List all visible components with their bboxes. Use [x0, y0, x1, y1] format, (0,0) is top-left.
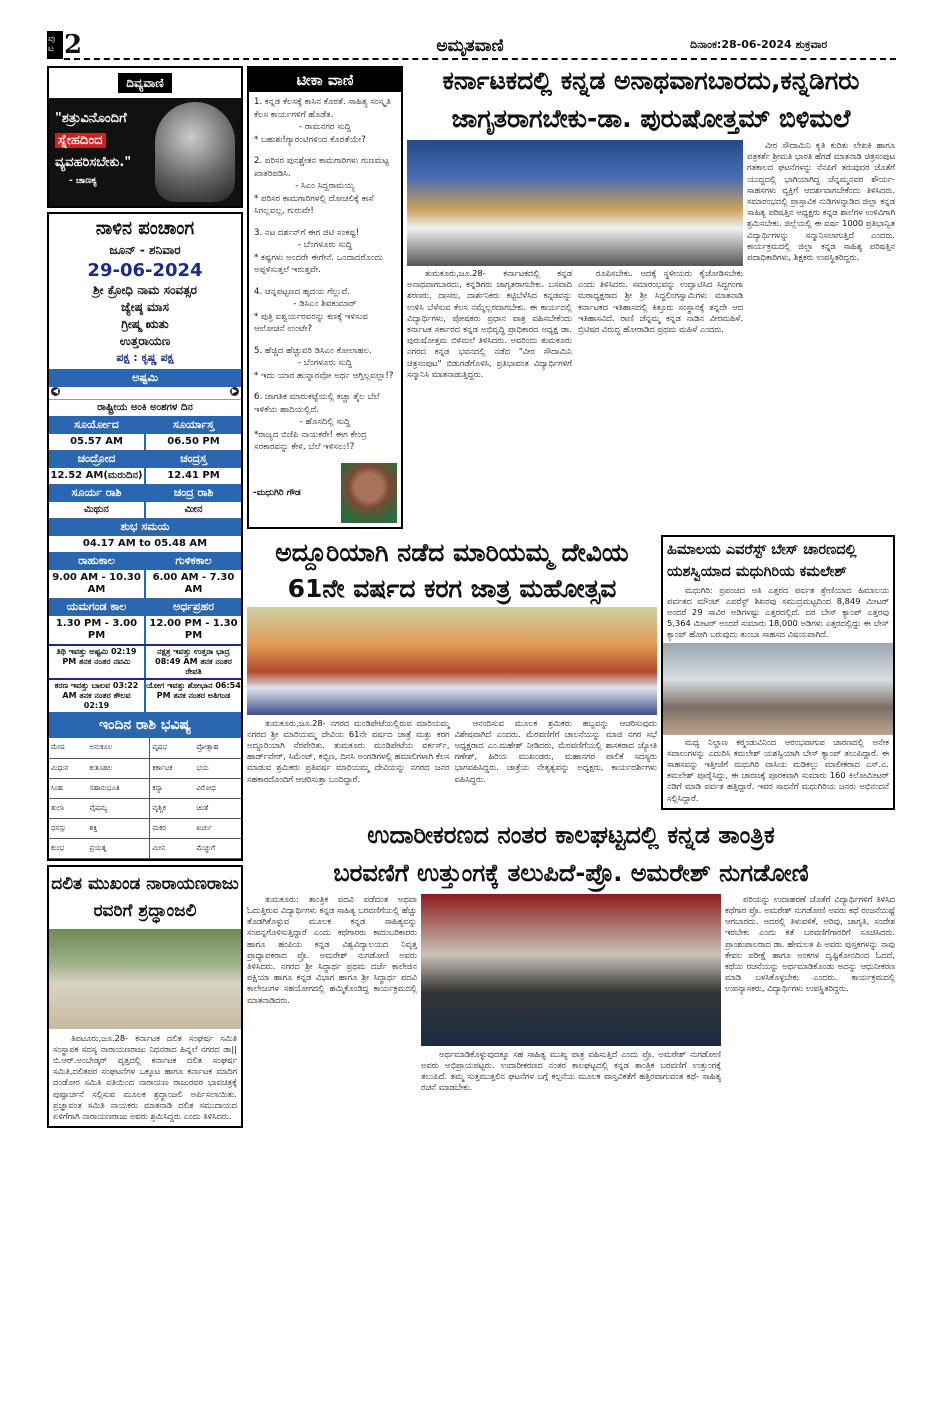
prev-icon[interactable]: ◀: [52, 387, 59, 395]
quote-highlight: ಸ್ನೇಹದಿಂದ: [55, 133, 106, 148]
panchang-day: ಜೂನ್ - ಶನಿವಾರ: [109, 243, 181, 257]
headline-line: ಜಾಗೃತರಾಗಬೇಕು-ಡಾ. ಪುರುಷೋತ್ತಮ್ ಬಿಳಿಮಲೆ: [451, 104, 851, 133]
jathre-col-1: [247, 718, 450, 785]
label: ಸೂರ್ಯಾಸ್ತ: [144, 418, 241, 432]
quote-author: - ಚಾಣಕ್ಯ: [69, 176, 97, 186]
quote: [49, 98, 161, 198]
chandra-rashi: ಮೀನ: [144, 502, 241, 518]
headline-line: ಯಶಸ್ವಿಯಾದ ಮಧುಗಿರಿಯ ಕಮಲೇಶ್: [667, 563, 847, 580]
rashi-prediction: ಚಿಂತೆ: [194, 798, 241, 818]
sunrise: 05.57 AM: [70, 436, 123, 447]
headline-line: ಉದಾರೀಕರಣದ ನಂತರ ಕಾಲಘಟ್ಟದಲ್ಲಿ ಕನ್ನಡ ತಾಂತ್ರಿಕ: [367, 820, 775, 849]
rashi-prediction: ಅನುಕೂಲ: [87, 738, 149, 758]
ritu: ಗ್ರೀಷ್ಮ ಋತು: [121, 317, 169, 331]
rashi-name: ಮೇಷ: [49, 738, 87, 758]
panchang-date: 29-06-2024: [87, 260, 203, 281]
article-body: [663, 737, 893, 808]
left-column: [47, 66, 243, 1128]
label: ಚಂದ್ರೋದ: [77, 452, 116, 465]
yoga: ಯೋಗ ಇವತ್ತು ಶೋಭಾನ 06:54 PM ತನಕ ನಂತರ ಅತಿಗಂಡ: [144, 680, 241, 712]
teeka-source: - ರಾಮನಗರ ಸುದ್ದಿ: [299, 122, 351, 132]
teeka-vaani-box: [247, 66, 403, 529]
himalaya-article: [661, 535, 895, 810]
rashi-prediction: ಪ್ರಯತ್ನ: [87, 838, 149, 858]
paragraph: ತುಮಕೂರು,ಜೂ.28- ನಗರದ ಮಂಡಿಪೇಟೆಯಲ್ಲಿರುವ ಮಾರಿಯಮ್ಮ ನಗರದ ಶ್ರೀ ಮಾರಿಯಮ್ಮ ದೇವಿಯ 61ನೇ ವರ್ಷದ ಜಾತ್ರೆ ಮತ್ತು ಕರಗ ಅದ್ದೂರಿಯಾಗಿ ನೆರವೇರಿತು. ತುಮಕೂರು ಮಂಡಿಪೇಟೆಯ ವರ್ಕರ್ಸ್, ಹಾರ್ಡ್‌ವೇರ್, ಸಿಮೆಂಟ್, ಕಬ್ಬಿಣ, ದಿನಸಿ ಅಂಗಡಿಗಳಲ್ಲಿ ಹಮಾಲಿಗಳಾಗಿ ಕೆಲಸ ಮಾಡುವ ಶ್ರಮಿಕರು ಪ್ರತಿವರ್ಷ ಮಾರಿಯಮ್ಮ ದೇವಿಯನ್ನು ನಗರದ ಜನರ ಸಹಕಾರದೊಂದಿಗೆ ಆಚರಿಸುತ್ತಾ ಬಂದಿದ್ದಾರೆ.: [247, 717, 450, 784]
karana: ಕರಣ ಇವತ್ತು ಬಾಲವ 03:22 AM ತನಕ ನಂತರ ಕೌಲವ 02:19: [54, 681, 139, 710]
label: ಸೂರ್ಯ ರಾಶಿ: [71, 486, 122, 499]
columnist: -ಮಧುಗಿರಿ ಗೌಡ: [253, 487, 301, 498]
label: ಚಂದ್ರ ರಾಶಿ: [144, 486, 241, 500]
quote-line: ವ್ಯವಹರಿಸಬೇಕು.": [55, 155, 132, 170]
rashi-name: ವೃಷಭ: [150, 738, 194, 758]
ayana: ಉತ್ತರಾಯಣ: [119, 334, 171, 348]
teeka-text: 3. ನಟ ದರ್ಶನ್‌ಗೆ ಈಗ ಜಿಟಿ ಸಂಕಷ್ಟ!: [254, 227, 360, 238]
rashi-row: [49, 738, 241, 758]
quote-line: "ಶತ್ರುವಿನೊಂದಿಗೆ: [55, 111, 127, 126]
paragraph: ತುಮಕೂರು: ತಾಂತ್ರಿಕ ಪದವಿ ಪಡೆದಂತ ಅಥವಾ ಓದುತ್ತಿರುವ ವಿದ್ಯಾರ್ಥಿಗಳು ಕನ್ನಡ ಸಾಹಿತ್ಯ ಬರವಣಿಗೆಯಲ್ಲಿ ಹೆಚ್ಚು ತೊಡಗಿಕೊಳ್ಳುವ ಮೂಲಕ ಕನ್ನಡ ಸಾಹಿತ್ಯವನ್ನು ಸಂಪನ್ನಗೊಳಿಸುತ್ತಿದ್ದಾರೆ ಎಂದು ಕಥೆಗಾರರು ಕಾದಂಬರಿಕಾರರು ಹಾಗೂ ಹಂಪಿಯ ಕನ್ನಡ ವಿಶ್ವವಿದ್ಯಾಲಯದ ನಿವೃತ್ತ ಪ್ರಾಧ್ಯಾಪಕರಾದ ಪ್ರೊ. ಅಮರೇಶ್ ನುಗಡೋಣಿ ಅವರು ತಿಳಿಸಿದರು. ನಗರದ ಶ್ರೀ ಸಿದ್ಧಾರ್ಥ ಪ್ರಥಮ ದರ್ಜೆ ಕಾಲೇಜಿನ ಪಕ್ಷಿಯಾ ಹಾಗೂ ಕನ್ನಡ ವಿಭಾಗ ಹಾಗೂ ಶ್ರೀ ಸಿದ್ಧಾರ್ಥ ಪದವಿ ಕಾಲೇಜುಗಳ ಸಹಯೋಗದಲ್ಲಿ ಹಮ್ಮಿಕೊಂಡಿದ್ದ ಕಾರ್ಯಕ್ರಮದಲ್ಲಿ ಮಾತನಾಡಿದರು.: [247, 893, 417, 1005]
label: ಸೂರ್ಯೋದ: [74, 418, 119, 431]
next-icon[interactable]: ▶: [231, 387, 238, 395]
teeka-comment: *ರಾಜ್ಯದ ಬಿಜೆಪಿ ನಾಯಕರೇ! ಈಗ ಕೇಂದ್ರ ಸರಕಾರವನ್ನು ಕೇಳಿ, ಬೆಲೆ ಇಳಿಸಲು!?: [254, 429, 367, 452]
lead-article: [407, 62, 895, 380]
paragraph: ಪರಿಯನ್ನು ಉದಾಹರಣೆ ಜೊತೆಗೆ ವಿದ್ಯಾರ್ಥಿಗಳಿಗೆ ತಿಳಿಸಿದ ಕಥೆಗಾರ ಪ್ರೊ. ಅಮರೇಶ್ ನುಗಡೋಣಿ ಅವರು ಕಥೆ ರಂಜನೆಯಷ್ಟೆ ಆಗಬಾರದು. ಅದರಲ್ಲಿ ತಿಳುವಳಿಕೆ, ಅರಿವು, ಜಾಗೃತಿ, ಸಂದೇಶ ಇರಬೇಕು ಎಂದು ಕತೆ ಬರವಣಿಗೆಗಾರರಿಗೆ ಸೂಚಿಸಿದರು. ಪ್ರಾಂಶುಪಾಲರಾದ ಡಾ. ಹೇಮಲತ ಪಿ ಅವರು ಪುಸ್ತಕಗಳನ್ನು ನಾವು ಕೇವಲ ಪರೀಕ್ಷೆ ಹಾಗೂ ಅಂಕಗಳ ದೃಷ್ಟಿಕೋನದಿಂದ ಓದದೆ, ಕಥೆಯ ರಚನೆಯನ್ನು ಅರ್ಥಮಾಡಿಕೊಂಡು ಅದನ್ನು ಆಧುನೀಕರಣ ಮಾಡಿ ಬಳಸಿಕೊಳ್ಳಬೇಕು ಎಂದರು. ಕಾರ್ಯಕ್ರಮದಲ್ಲಿ ಉಪನ್ಯಾಸಕರು, ವಿದ್ಯಾರ್ಥಿಗಳು ಉಪಸ್ಥಿತರಿದ್ದರು.: [725, 893, 895, 994]
panchang-title: ನಾಳಿನ ಪಂಚಾಂಗ: [95, 218, 195, 239]
label: ಅರ್ಧಪ್ರಹರ: [144, 600, 241, 614]
headline: ದಲಿತ ಮುಖಂಡ ನಾರಾಯಣರಾಜು ರವರಿಗೆ ಶ್ರದ್ಧಾಂಜಲಿ: [51, 873, 239, 921]
teeka-text: 2. ಪರಿಸರ ಪುನಶ್ಚೇತನ ಕಾಮಗಾರಿಗಳು ಗುಣಮಟ್ಟ ಖಾತರಿಪಡಿಸಿ.: [254, 156, 389, 179]
teeka-item: [249, 223, 401, 282]
right-area: [247, 62, 895, 1094]
lead-col-1: [407, 268, 572, 380]
bottom-article: [247, 816, 895, 1094]
rashi-prediction: ವಿರೋಧ: [194, 778, 241, 798]
rashi-name: ಕರ್ಕಾಟಕ: [150, 758, 194, 778]
teeka-item: [249, 387, 401, 459]
paragraph: ರೂಪಿಸಬೇಕು. ಅದಕ್ಕೆ ಸ್ಥಳೀಯರು ಕೈಜೋಡಿಸಬೇಕು ಎಂದು ತಿಳಿಸಿದರು. ಸಮಾರಂಭವನ್ನು ಉದ್ಘಾಟಿಸಿದ ಸಿದ್ಧಗಂಗಾ ಮಠಾಧ್ಯಕ್ಷರಾದ ಶ್ರೀ ಶ್ರೀ ಸಿದ್ಧಲಿಂಗಸ್ವಾಮಿಗಳು ಮಾತನಾಡಿ ಕರ್ನಾಟಕದ ಇತಿಹಾಸದಲ್ಲಿ ಕಿತ್ತೂರು ಸಂಸ್ಥಾನಕ್ಕೆ ತನ್ನದೇ ಆದ ಇತಿಹಾಸವಿದೆ. ರಾಣಿ ಚೆನ್ನಮ್ಮ ಕನ್ನಡ ನಾಡಿನ ವೀರಮಹಿಳೆ. ಬ್ರಿಟಿಷರ ವಿರುದ್ಧ ಹೋರಾಡಿದ ಪ್ರಥಮ ಮಹಿಳೆ ಎಂದರು.: [578, 268, 743, 335]
sunset: 06.50 PM: [144, 434, 241, 450]
rashi-name: ಸಿಂಹ: [49, 778, 87, 798]
rashi-prediction: ಭಯ: [194, 758, 241, 778]
label: ಗುಳಿಕಕಾಲ: [144, 554, 241, 568]
issue-date: ದಿನಾಂಕ:28-06-2024 ಶುಕ್ರವಾರ: [690, 38, 828, 51]
lead-col-2: [578, 268, 743, 335]
teeka-text: 5. ಹೆಚ್ಚಿದ ಹೆಚ್ಚುವರಿ ಡಿಸಿಎಂ ಕೋಲಾಹಲ.: [254, 345, 372, 356]
teeka-comment: * ಕಷ್ಟಗಳು ಅಂದರೇ ಈಗೇನೆ. ಒಂದಾದರೊಂದು ಅಪ್ಪಳಿಸುತ್ತಲೆ ಇರುತ್ತವೇ.: [254, 252, 383, 275]
rahukala: 9.00 AM - 10.30 AM: [52, 572, 141, 595]
rashi-prediction: ಶಕ್ತಿ: [87, 818, 149, 838]
teeka-source: - ಬೆಂಗಳೂರು ಸುದ್ದಿ: [297, 358, 353, 368]
rashi-prediction: ಮೆಚ್ಚುಗೆ: [194, 838, 241, 858]
special-day: ರಾಷ್ಟ್ರೀಯ ಅಂಕಿ ಅಂಶಗಳ ದಿನ: [49, 399, 241, 416]
paragraph: ಮಧ್ಯ ನಿಲ್ದಾಣ ಕಠ್ಮಂಡುವಿನಿಂದ ಆರಂಭವಾಗುವ ಚಾರಣದಲ್ಲಿ ಅನೇಕ ಸವಾಲುಗಳನ್ನು ಎದುರಿಸಿ ಕಮಲೇಶ್ ಯಶಸ್ವಿಯಾಗಿ ಬೇಸ್ ಕ್ಯಾಂಪ್ ತಲುಪಿದ್ದಾರೆ. ಈ ಸಾಹಸವನ್ನು ಇತ್ತೀಚೆಗೆ ಮಧುಗಿರಿ ವಾಸಿಯ ಮಡಿಕಲ್ಲು ಮಾಲೀಕರಾದ ಎಸ್.ಎ. ಕಮಲೇಶ್ ಪೂರೈಸಿದ್ದು, ಈ ಚಾರಣಕ್ಕೆ ಪೂರಕವಾಗಿ ಸುಮಾರು 160 ಕಿಲೋಮೀಟರ್ ನಡಿಗೆ ಮಾಡಿ ಪರ್ವತ ಹತ್ತಿದ್ದಾರೆ. ಇವರ ಸಾಧನೆಗೆ ಮಧುಗಿರಿಯ ಜನರು ಅಭಿನಂದನೆ ಸಲ್ಲಿಸಿದ್ದಾರೆ.: [667, 736, 889, 803]
rashi-name: ಮಿಥುನ: [49, 758, 87, 778]
teeka-source: - ಡಿಸಿಎಂ ಶಿವಕುಮಾರ್: [293, 299, 357, 309]
label: ಚಂದ್ರಸ್ತ: [144, 452, 241, 466]
label: ರಾಹುಕಾಲ: [78, 554, 115, 567]
jathre-headline: [247, 535, 657, 607]
divyavani-title: ದಿವ್ಯವಾಣಿ: [118, 73, 172, 93]
columnist-photo: [341, 463, 397, 523]
teeka-comment: * ಇದು ಯಾರ ಹುನ್ನಾರವೋ ಅರ್ಥ ಆಗ್ತಿಲ್ಲವಲ್ಲಾ!?: [254, 370, 394, 381]
article-body: [663, 585, 893, 641]
paragraph: ಆನಂದಿಸುವ ಮೂಲಕ ಶ್ರಮಿಕರು ಹಬ್ಬವನ್ನು ಆಚರಿಸುವುದು ವಿಶೇಷವಾಗಿದೆ ಎಂದರು. ಮೆರವಣಿಗೆಗೆ ಚಾಲನೆಯನ್ನು ಮಾಜಿ ನಗರ ಸಭೆ ಅಧ್ಯಕ್ಷರಾದ ಎಂ.ಮಹೇಶ್ ನೀಡಿದರು, ಮೆರವಣಿಗೆಯಲ್ಲಿ ಶಾಸಕರಾದ ಜ್ಯೋತಿ ಗಣೇಶ್, ಹಿರಿಯ ಮುಖಂಡರು, ಮಹಾನಗರ ಪಾಲಿಕೆ ಸದಸ್ಯರು ಭಾಗವಹಿಸಿದ್ದರು. ಜಾತ್ರೆಯ ನೇತೃತ್ವವನ್ನು ಅಧ್ಯಕ್ಷರು, ಕಾರ್ಯದರ್ಶಿಗಳು ವಹಿಸಿದ್ದರು.: [454, 717, 657, 784]
bottom-col-3: [725, 894, 895, 995]
headline: [663, 537, 893, 585]
headline-line: ಬರವಣಿಗೆ ಉತ್ತುಂಗಕ್ಕೆ ತಲುಪಿದೆ-ಪ್ರೊ. ಅಮರೇಶ್ ನುಗಡೋಣಿ: [333, 858, 809, 887]
chanakya-portrait: [155, 102, 235, 202]
tribute-photo: [49, 929, 241, 1029]
lead-photo: [407, 140, 743, 266]
jathre-col-2: [455, 718, 658, 785]
lead-headline: [407, 62, 895, 138]
teeka-item: [249, 282, 401, 341]
samvatsara: ಶ್ರೀ ಕ್ರೋಧಿ ನಾಮ ಸಂವತ್ಸರ: [93, 283, 197, 297]
teeka-source: - ಸಿಎಂ ಸಿದ್ದರಾಮಯ್ಯ: [295, 181, 355, 191]
surya-rashi: ಮಿಥುನ: [84, 504, 109, 515]
headline-line: 61ನೇ ವರ್ಷದ ಕರಗ ಜಾತ್ರ ಮಹೋತ್ಸವ: [287, 573, 617, 603]
rashi-row: [49, 838, 241, 858]
rashi-name: ಧನಸ್ಸು: [49, 818, 87, 838]
rashi-name: ತುಲಾ: [49, 798, 87, 818]
paragraph: ವೀರ ಸೌದಾಮಿನಿ ಕೃತಿ ಕುರಿತು ಲೇಖಕಿ ಹಾಗೂ ಪತ್ರಕರ್ತೆ ಶ್ರೀಮತಿ ಭಾರತಿ ಹೆಗಡೆ ಮಾತನಾಡಿ ಚಿತ್ರಸಂಪುಟ ಗತಕಾಲದ ಘಟನೆಗಳನ್ನು ನೆನಪಿಗೆ ತರುವುದರ ಜೊತೆಗೆ ಯುದ್ಧದಲ್ಲಿ ಭಾಗಿಯಾಗಿದ್ದ ಚೆನ್ನಮ್ಮನವರ ಶೌರ್ಯ-ಸಾಹಸಗಳು ವ್ಯಕ್ತಿಗೆ ಆದರ್ಶವಾಗಬೇಕೆಂದು ತಿಳಿಸಿದರು. ಸಮಾರಂಭದಲ್ಲಿ ಪ್ರಾಸ್ತಾವಿಕ ನುಡಿಗಳನ್ನಾಡಿದ ಜಿಲ್ಲಾ ಕನ್ನಡ ಸಾಹಿತ್ಯ ಪರಿಷತ್ತಿನ ಅಧ್ಯಕ್ಷರು ಕನ್ನಡ ಶಾಲೆಗಳ ಉಳಿವಿಗಾಗಿ ಶ್ರಮಿಸಬೇಕು. ಜಿಲ್ಲೆಯಲ್ಲಿ ಈ ವರ್ಷ 1000 ಪ್ರತಿಭಾನ್ವಿತ ವಿದ್ಯಾರ್ಥಿಗಳನ್ನು ಸನ್ಮಾನಿಸಲಾಗುತ್ತಿದೆ ಎಂದರು. ಕಾರ್ಯಕ್ರಮದಲ್ಲಿ ಜಿಲ್ಲಾ ಕನ್ನಡ ಸಾಹಿತ್ಯ ಪರಿಷತ್ತಿನ ಪದಾಧಿಕಾರಿಗಳು, ಶಿಕ್ಷಕರು ಉಪಸ್ಥಿತರಿದ್ದರು.: [747, 140, 896, 263]
rashi-prediction: ಪ್ರೋತ್ಸಾಹ: [194, 738, 241, 758]
panchang-box: [47, 212, 243, 861]
rashi-table: [49, 738, 241, 859]
masthead: ಅಮೃತವಾಣಿ: [436, 36, 504, 56]
yamaganda: 1.30 PM - 3.00 PM: [55, 618, 138, 641]
jathre-photo: [247, 607, 657, 715]
rashi-title: ಇಂದಿನ ರಾಶಿ ಭವಿಷ್ಯ: [49, 712, 241, 738]
rashi-prediction: ಕುತೂಹಲ: [87, 758, 149, 778]
teeka-text: 6. ಜಾಗತಿಕ ಮಾರುಕಟ್ಟೆಯಲ್ಲಿ ಕಚ್ಚಾ ತೈಲ ಬೆಲೆ ಇಳಿಕೆಯ ಹಾದಿಯಲ್ಲಿದೆ.: [254, 392, 380, 415]
bottom-headline: [247, 816, 895, 892]
rashi-row: [49, 798, 241, 818]
teeka-comment: * ಪರಿಸರ ಕಾಮಗಾರಿಗಳಲ್ಲಿ ದೋಚಲಿಕ್ಕೆ ಕಾಸೆ ಸಿಗಲ್ಲವಲ್ಲ, ಗುರುವೇ!: [254, 193, 374, 216]
middle-row: [247, 535, 895, 810]
rashi-prediction: ಸಹಾನುಭೂತಿ: [87, 778, 149, 798]
header-divider: [64, 58, 896, 60]
teeka-source: - ಹೊಸದಿಲ್ಲಿ ಸುದ್ದಿ: [299, 417, 351, 427]
teeka-text: 1. ಕನ್ನಡ ಕೆಲಸಕ್ಕೆ ಕಾಸಿನ ಕೊರತೆ. ಸಾಹಿತ್ಯ ಸಂಸ್ಕೃತಿ ಕೆಲಸ ಕಾರ್ಯಗಳಿಗೆ ಹೊಡೆತ.: [254, 97, 391, 120]
top-row: [247, 62, 895, 529]
masa: ಜ್ಯೇಷ್ಠ ಮಾಸ: [120, 300, 169, 314]
rashi-name: ಮಕರ: [150, 818, 194, 838]
page-label: ಪು ಟ: [47, 31, 63, 59]
paragraph: ಅರ್ಥಮಾಡಿಕೊಳ್ಳುವುದಕ್ಕೂ ಸಹ ಸಾಹಿತ್ಯ ಮುಖ್ಯ ಪಾತ್ರ ವಹಿಸುತ್ತಿದೆ ಎಂದು ಪ್ರೊ. ಅಮರೇಶ್ ನುಗಡೋಣಿ ಅವರು ಅಭಿಪ್ರಾಯಪಟ್ಟರು. ಉದಾರೀಕರಣದ ನಂತರ ಕಾಲಘಟ್ಟದಲ್ಲಿ ಕನ್ನಡ ತಾಂತ್ರಿಕ ಬರವಣಿಗೆ ಉತ್ತುಂಗಕ್ಕೆ ತಲುಪಿದೆ. ತಮ್ಮ ಸುತ್ತಮುತ್ತಲಿನ ಘಟನೆಗಳ ಬಗ್ಗೆ ಕಲ್ಪನೆಯ ಮೂಲಕ ವಾಸ್ತವಿಕತೆಗೆ ಹತ್ತಿರವಾಗುವಂತ ಕಥೆ- ಸಾಹಿತ್ಯ ರಚನೆ ಮಾಡಬೇಕು.: [421, 1048, 721, 1093]
teeka-source: - ಬೆಂಗಳೂರು ಸುದ್ದಿ: [297, 240, 353, 250]
teeka-item: [249, 341, 401, 388]
divyavani-box: [47, 66, 243, 208]
teeka-title: ಟೀಕಾ ವಾಣಿ: [249, 68, 401, 92]
jathre-article: [247, 535, 657, 785]
teeka-text: 4. ಚನ್ನಪಟ್ಟಣದ ಹೃದಯ ಗೆಲ್ಲುವೆ.: [254, 286, 350, 297]
moonset: 12.41 PM: [144, 468, 241, 484]
teeka-item: [249, 151, 401, 223]
rashi-row: [49, 778, 241, 798]
tithi-bar: ಅಷ್ಟಮಿ: [49, 369, 241, 387]
nakshatra: ನಕ್ಷತ್ರ ಇವತ್ತು ಉತ್ತರಾ ಭಾದ್ರ 08:49 AM ತನಕ ನಂತರ ರೇವತಿ: [144, 646, 241, 678]
rashi-name: ವೃಶ್ಚಿಕ: [150, 798, 194, 818]
label: ಯಮಗಂಡ ಕಾಲ: [66, 600, 127, 613]
paksha: ಪಕ್ಷ : ಕೃಷ್ಣ ಪಕ್ಷ: [116, 351, 174, 364]
rashi-row: [49, 818, 241, 838]
paragraph: ತುಮಕೂರು,ಜೂ.28- ಕರ್ನಾಟಕದಲ್ಲಿ ಕನ್ನಡ ಅನಾಥವಾಗಬಾರದು, ಕನ್ನಡಿಗರು ಜಾಗೃತರಾಗಬೇಕು. ಬಸವಾದಿ ಶರಣರು, ದಾಸರು, ದಾರ್ಶನಿಕರು ಕಟ್ಟಿಬೆಳೆಸಿದ ಕನ್ನಡವನ್ನು ಉಳಿಸಿ ಬೆಳೆಸುವ ಕೆಲಸ ನಮ್ಮೆಲ್ಲರದಾಗಬೇಕು. ಈ ಕಾರ್ಯದಲ್ಲಿ ವಿದ್ಯಾರ್ಥಿಗಳು, ಪೋಷಕರು ಪ್ರಧಾನ ಪಾತ್ರ ವಹಿಸಬೇಕೆಂದು ಕರ್ನಾಟಕ ಸರ್ಕಾರದ ಕನ್ನಡ ಅಭಿವೃದ್ಧಿ ಪ್ರಾಧಿಕಾರದ ಅಧ್ಯಕ್ಷ ಡಾ. ಪುರುಷೋತ್ತಮ ಬಿಳಿಮಲೆ ತಿಳಿಸಿದರು. ಅವರಿಂದು ತುಮಕೂರು ನಗರದ ಕನ್ನಡ ಭವನದಲ್ಲಿ ನಡೆದ "ವೀರ ಸೌದಾಮಿನಿ ಚಿತ್ರಸಂಪುಟ" ಬಿಡುಗಡೆಗೊಳಿಸಿ, ಪ್ರತಿಭಾವಂತ ವಿದ್ಯಾರ್ಥಿಗಳಿಗೆ ಸನ್ಮಾನಿಸಿ ಮಾತನಾಡುತ್ತಿದ್ದರು.: [407, 268, 572, 379]
rashi-name: ಕುಂಭ: [49, 838, 87, 858]
rashi-prediction: ವೈಷಮ್ಯ: [87, 798, 149, 818]
paragraph: ಮಧುಗಿರಿ: ಪ್ರಪಂಚದ ಅತಿ ಎತ್ತರದ ಪರ್ವತ ಶ್ರೇಣಿಯಾದ ಹಿಮಾಲಯ ಪರ್ವತದ ಮೌಂಟ್ ಎವರೆಸ್ಟ್ ಶಿಖರವು ಸಮುದ್ರಮಟ್ಟದಿಂದ 8,849 ಮೀಟರ್ ಅಂದರೆ 29 ಸಾವಿರ ಅಡಿಗಳಷ್ಟು ಎತ್ತರದಲ್ಲಿದೆ. ದರ ಬೇಸ್ ಕ್ಯಾಂಪ್ ಎತ್ತರವು 5,364 ಮೀಟರ್ ಅಂದರೆ ಸುಮಾರು 18,000 ಅಡಿಗಳು ಎತ್ತರದಲ್ಲಿದ್ದು ಈ ಬೇಸ್ ಕ್ಯಾಂಪ್ ಹೋಗಿ ಬರುವುದು ತುಂಬಾ ಸಾಹಸದ ವಿಷಯವಾಗಿದೆ.: [667, 584, 889, 640]
dalita-article: [47, 865, 243, 1129]
headline-line: ಕರ್ನಾಟಕದಲ್ಲಿ ಕನ್ನಡ ಅನಾಥವಾಗಬಾರದು,ಕನ್ನಡಿಗರು: [442, 66, 860, 95]
paragraph: ತಿಪಟೂರು,ಜೂ.28- ಕರ್ನಾಟಕ ದಲಿತ ಸಂಘರ್ಷ ಸಮಿತಿ ಸಂಸ್ಥಾಪಕ ಸದಸ್ಯ ನಾರಾಯಣರಾಜು ನಿಧನರಾದ ಹಿನ್ನಲೆ ನಗರದ ಡಾ||ಬಿ.ಆರ್.ಅಂಬೇಡ್ಕರ್ ವೃತ್ತದಲ್ಲಿ ಕರ್ನಾಟಕ ದಲಿತ ಸಂಘರ್ಷ ಸಮಿತಿ,ದಲಿತಪರ ಸಂಘಟನೆಗಳ ಒಕ್ಕೂಟ ಹಾಗೂ ಕರ್ನಾಟಕ ಮಾದಿಗ ದಂಡೋರ ಸಮಿತಿ ವತಿಯಿಂದ ನಾರಾಯಣ ರಾಜುರವರ ಭಾವಚಿತ್ರಕ್ಕೆ ಪುಷ್ಪಾರ್ಚನೆ ಸಲ್ಲಿಸುವ ಮೂಲಕ ಶ್ರದ್ಧಾಂಜಲಿ ಅರ್ಪಿಸಲಾಯಿತು. ಪ್ರಜ್ಞಾವಂತ ಸಮಿತಿ ನಾಯಕರು ಮಾತನಾಡಿ ದಲಿತ ಸಮುದಾಯದ ಏಳಿಗೆಗಾಗಿ ನಾರಾಯಣರಾಜು ಅವರು ಶ್ರಮಿಸಿದ್ದರು ಎಂದು ತಿಳಿಸಿದರು.: [53, 1032, 237, 1121]
label: ಶುಭ ಸಮಯ: [49, 518, 241, 536]
bottom-col-1: [247, 894, 417, 1006]
rashi-prediction: ಖರ್ಚು: [194, 818, 241, 838]
moonrise: 12.52 AM(ಮರುದಿನ): [50, 470, 143, 481]
shubha-samaya: 04.17 AM to 05.48 AM: [82, 538, 208, 549]
tithi: ತಿಥಿ ಇವತ್ತು ಅಷ್ಟಮಿ 02:19 PM ತನಕ ನಂತರ ನವಮಿ: [56, 647, 137, 666]
everest-photo: [663, 643, 893, 735]
rashi-name: ಮೀನ: [150, 838, 194, 858]
rashi-row: [49, 758, 241, 778]
page-number: 2: [64, 30, 83, 60]
headline-line: ಅದ್ದೂರಿಯಾಗಿ ನಡೆದ ಮಾರಿಯಮ್ಮ ದೇವಿಯ: [275, 537, 629, 567]
rashi-name: ಕನ್ಯಾ: [150, 778, 194, 798]
article-body: [49, 1029, 241, 1127]
teeka-comment: * ಬಹುಶಃ!ಗ್ಯಾರಂಟಿಗಳಿಂದ ಕೊರತೆಯೇ?: [254, 134, 366, 145]
seminar-photo: [421, 894, 721, 1046]
gulikakala: 6.00 AM - 7.30 AM: [144, 570, 241, 598]
ardhaprahara: 12.00 PM - 1.30 PM: [144, 616, 241, 644]
teeka-comment: * ಪುತ್ರಿ ಐಶ್ವರ್ಯರವರನ್ನು ಕಣಕ್ಕೆ ಇಳಿಸುವ ಆಲೋಚನೆ ಉಂಟೇ?: [254, 311, 368, 334]
lead-col-3: [747, 140, 895, 263]
teeka-item: [249, 92, 401, 151]
headline-line: ಹಿಮಾಲಯ ಎವರೆಸ್ಟ್ ಬೇಸ್ ಚಾರಣದಲ್ಲಿ: [667, 541, 857, 558]
bottom-col-2: [421, 1049, 721, 1094]
